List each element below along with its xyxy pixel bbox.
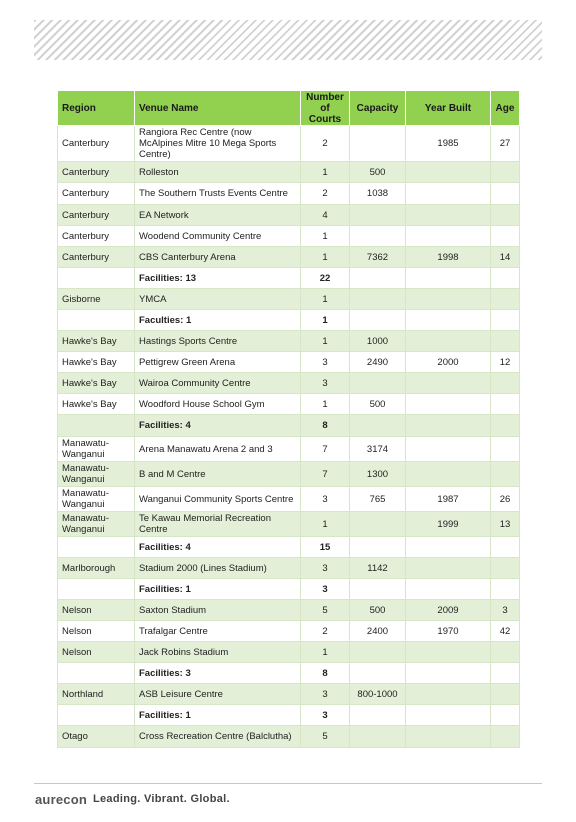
cell-age: 12	[491, 352, 520, 373]
cell-age	[491, 289, 520, 310]
footer-divider	[34, 783, 542, 784]
cell-venue: B and M Centre	[135, 462, 301, 487]
cell-courts: 3	[301, 373, 350, 394]
cell-year	[406, 558, 491, 579]
cell-region	[58, 579, 135, 600]
cell-venue: Stadium 2000 (Lines Stadium)	[135, 558, 301, 579]
cell-venue: Trafalgar Centre	[135, 621, 301, 642]
cell-courts: 7	[301, 437, 350, 462]
cell-venue: Rolleston	[135, 162, 301, 183]
cell-courts: 5	[301, 726, 350, 748]
cell-venue: Facilities: 1	[135, 705, 301, 726]
cell-capacity	[350, 537, 406, 558]
cell-age	[491, 310, 520, 331]
cell-age	[491, 663, 520, 684]
cell-region	[58, 537, 135, 558]
table-row	[58, 394, 520, 415]
cell-venue: Jack Robins Stadium	[135, 642, 301, 663]
table-row	[58, 621, 520, 642]
table-row-subtotal	[58, 663, 520, 684]
cell-age	[491, 462, 520, 487]
cell-capacity	[350, 663, 406, 684]
cell-capacity: 1000	[350, 331, 406, 352]
cell-year	[406, 331, 491, 352]
cell-year: 2000	[406, 352, 491, 373]
table-row	[58, 684, 520, 705]
table-row-subtotal	[58, 705, 520, 726]
cell-region: Nelson	[58, 600, 135, 621]
cell-age	[491, 684, 520, 705]
cell-age	[491, 537, 520, 558]
cell-capacity: 500	[350, 394, 406, 415]
cell-venue: CBS Canterbury Arena	[135, 247, 301, 268]
cell-capacity: 7362	[350, 247, 406, 268]
cell-age	[491, 415, 520, 437]
cell-venue: YMCA	[135, 289, 301, 310]
cell-venue: Facilities: 1	[135, 579, 301, 600]
cell-venue: The Southern Trusts Events Centre	[135, 183, 301, 205]
cell-courts: 1	[301, 642, 350, 663]
cell-region: Canterbury	[58, 162, 135, 183]
cell-capacity	[350, 226, 406, 247]
table-row	[58, 205, 520, 226]
cell-region: Nelson	[58, 642, 135, 663]
cell-year	[406, 226, 491, 247]
cell-capacity: 1038	[350, 183, 406, 205]
cell-capacity: 3174	[350, 437, 406, 462]
cell-age: 42	[491, 621, 520, 642]
table-row	[58, 247, 520, 268]
cell-capacity	[350, 579, 406, 600]
cell-capacity	[350, 726, 406, 748]
cell-capacity	[350, 512, 406, 537]
cell-year	[406, 579, 491, 600]
cell-year: 1970	[406, 621, 491, 642]
cell-region	[58, 663, 135, 684]
cell-capacity: 1142	[350, 558, 406, 579]
cell-region: Canterbury	[58, 126, 135, 162]
header-age: Age	[491, 91, 520, 126]
cell-courts: 3	[301, 487, 350, 512]
cell-age: 26	[491, 487, 520, 512]
cell-age	[491, 183, 520, 205]
cell-age: 3	[491, 600, 520, 621]
table-row	[58, 600, 520, 621]
cell-courts: 1	[301, 394, 350, 415]
cell-courts: 2	[301, 126, 350, 162]
cell-courts: 3	[301, 705, 350, 726]
cell-region: Hawke's Bay	[58, 352, 135, 373]
header-region: Region	[58, 91, 135, 126]
cell-age: 14	[491, 247, 520, 268]
cell-year	[406, 394, 491, 415]
cell-year: 1999	[406, 512, 491, 537]
cell-age	[491, 705, 520, 726]
cell-region: Hawke's Bay	[58, 373, 135, 394]
cell-venue: Hastings Sports Centre	[135, 331, 301, 352]
cell-venue: Woodford House School Gym	[135, 394, 301, 415]
cell-age: 27	[491, 126, 520, 162]
cell-venue: Facilities: 3	[135, 663, 301, 684]
cell-age	[491, 558, 520, 579]
cell-age	[491, 579, 520, 600]
table-row	[58, 558, 520, 579]
cell-year	[406, 162, 491, 183]
table-row	[58, 289, 520, 310]
cell-courts: 1	[301, 162, 350, 183]
cell-region: Canterbury	[58, 247, 135, 268]
table-row	[58, 462, 520, 487]
cell-age	[491, 394, 520, 415]
cell-region: Canterbury	[58, 205, 135, 226]
cell-region	[58, 310, 135, 331]
cell-year	[406, 642, 491, 663]
cell-venue: Arena Manawatu Arena 2 and 3	[135, 437, 301, 462]
cell-year	[406, 705, 491, 726]
table-row	[58, 162, 520, 183]
cell-courts: 1	[301, 247, 350, 268]
cell-region: Manawatu-Wanganui	[58, 512, 135, 537]
table-row	[58, 437, 520, 462]
cell-region: Otago	[58, 726, 135, 748]
cell-year	[406, 268, 491, 289]
cell-year	[406, 289, 491, 310]
table-row-subtotal	[58, 310, 520, 331]
cell-capacity: 800-1000	[350, 684, 406, 705]
cell-region	[58, 415, 135, 437]
cell-year	[406, 537, 491, 558]
cell-capacity: 500	[350, 162, 406, 183]
cell-courts: 3	[301, 684, 350, 705]
table-row	[58, 726, 520, 748]
cell-venue: EA Network	[135, 205, 301, 226]
cell-year	[406, 415, 491, 437]
cell-capacity	[350, 205, 406, 226]
header-number-of-courts: Number of Courts	[301, 91, 350, 126]
header-venue-name: Venue Name	[135, 91, 301, 126]
footer	[35, 790, 230, 808]
cell-age	[491, 726, 520, 748]
cell-courts: 5	[301, 600, 350, 621]
cell-region	[58, 268, 135, 289]
cell-courts: 4	[301, 205, 350, 226]
cell-region: Marlborough	[58, 558, 135, 579]
cell-year	[406, 663, 491, 684]
header-capacity: Capacity	[350, 91, 406, 126]
cell-courts: 22	[301, 268, 350, 289]
header-hatch-pattern	[34, 20, 542, 60]
cell-courts: 15	[301, 537, 350, 558]
table-row-subtotal	[58, 537, 520, 558]
cell-region: Manawatu-Wanganui	[58, 437, 135, 462]
cell-region: Canterbury	[58, 226, 135, 247]
cell-courts: 1	[301, 289, 350, 310]
cell-courts: 8	[301, 415, 350, 437]
footer-tagline: Leading. Vibrant. Global.	[92, 793, 230, 805]
cell-venue: Te Kawau Memorial Recreation Centre	[135, 512, 301, 537]
cell-region: Canterbury	[58, 183, 135, 205]
cell-capacity: 2400	[350, 621, 406, 642]
table-row-subtotal	[58, 579, 520, 600]
cell-courts: 3	[301, 558, 350, 579]
cell-year: 1987	[406, 487, 491, 512]
cell-age	[491, 162, 520, 183]
cell-capacity	[350, 310, 406, 331]
table-row	[58, 373, 520, 394]
table-row	[58, 331, 520, 352]
cell-capacity: 765	[350, 487, 406, 512]
cell-capacity	[350, 642, 406, 663]
cell-venue: Facilities: 13	[135, 268, 301, 289]
cell-age	[491, 268, 520, 289]
header-year-built: Year Built	[406, 91, 491, 126]
cell-venue: Wairoa Community Centre	[135, 373, 301, 394]
cell-region: Nelson	[58, 621, 135, 642]
cell-capacity: 1300	[350, 462, 406, 487]
cell-capacity: 2490	[350, 352, 406, 373]
cell-region	[58, 705, 135, 726]
cell-venue: Wanganui Community Sports Centre	[135, 487, 301, 512]
cell-region: Hawke's Bay	[58, 394, 135, 415]
cell-courts: 1	[301, 310, 350, 331]
cell-courts: 7	[301, 462, 350, 487]
table-header-row	[58, 91, 520, 126]
cell-venue: Facilities: 4	[135, 415, 301, 437]
table-row	[58, 642, 520, 663]
table-row	[58, 183, 520, 205]
table-row	[58, 226, 520, 247]
cell-courts: 2	[301, 183, 350, 205]
table-row	[58, 487, 520, 512]
table-row	[58, 512, 520, 537]
cell-age: 13	[491, 512, 520, 537]
cell-venue: Facilities: 4	[135, 537, 301, 558]
cell-year	[406, 310, 491, 331]
cell-courts: 1	[301, 512, 350, 537]
cell-year	[406, 726, 491, 748]
cell-year	[406, 462, 491, 487]
cell-capacity	[350, 415, 406, 437]
cell-capacity	[350, 126, 406, 162]
cell-capacity	[350, 268, 406, 289]
cell-region: Manawatu-Wanganui	[58, 462, 135, 487]
cell-year: 2009	[406, 600, 491, 621]
table-row-subtotal	[58, 415, 520, 437]
cell-courts: 3	[301, 352, 350, 373]
cell-age	[491, 437, 520, 462]
cell-courts: 3	[301, 579, 350, 600]
cell-age	[491, 226, 520, 247]
cell-venue: Cross Recreation Centre (Balclutha)	[135, 726, 301, 748]
cell-venue: Pettigrew Green Arena	[135, 352, 301, 373]
table-row-subtotal	[58, 268, 520, 289]
cell-capacity	[350, 373, 406, 394]
cell-age	[491, 205, 520, 226]
cell-venue: Saxton Stadium	[135, 600, 301, 621]
cell-venue: Rangiora Rec Centre (now McAlpines Mitre 10 Mega Sports Centre)	[135, 126, 301, 162]
cell-year	[406, 684, 491, 705]
cell-year	[406, 183, 491, 205]
aurecon-logo: aurecon	[35, 791, 87, 807]
cell-age	[491, 331, 520, 352]
cell-courts: 8	[301, 663, 350, 684]
cell-capacity: 500	[350, 600, 406, 621]
table-row	[58, 352, 520, 373]
cell-courts: 2	[301, 621, 350, 642]
cell-courts: 1	[301, 331, 350, 352]
cell-venue: ASB Leisure Centre	[135, 684, 301, 705]
cell-region: Manawatu-Wanganui	[58, 487, 135, 512]
cell-region: Northland	[58, 684, 135, 705]
cell-age	[491, 373, 520, 394]
cell-venue: Woodend Community Centre	[135, 226, 301, 247]
cell-year	[406, 437, 491, 462]
cell-year	[406, 205, 491, 226]
cell-capacity	[350, 289, 406, 310]
cell-courts: 1	[301, 226, 350, 247]
cell-year: 1985	[406, 126, 491, 162]
cell-age	[491, 642, 520, 663]
cell-region: Gisborne	[58, 289, 135, 310]
cell-year	[406, 373, 491, 394]
cell-year: 1998	[406, 247, 491, 268]
venues-table	[57, 90, 520, 748]
table-row	[58, 126, 520, 162]
cell-venue: Faculties: 1	[135, 310, 301, 331]
cell-capacity	[350, 705, 406, 726]
cell-region: Hawke's Bay	[58, 331, 135, 352]
